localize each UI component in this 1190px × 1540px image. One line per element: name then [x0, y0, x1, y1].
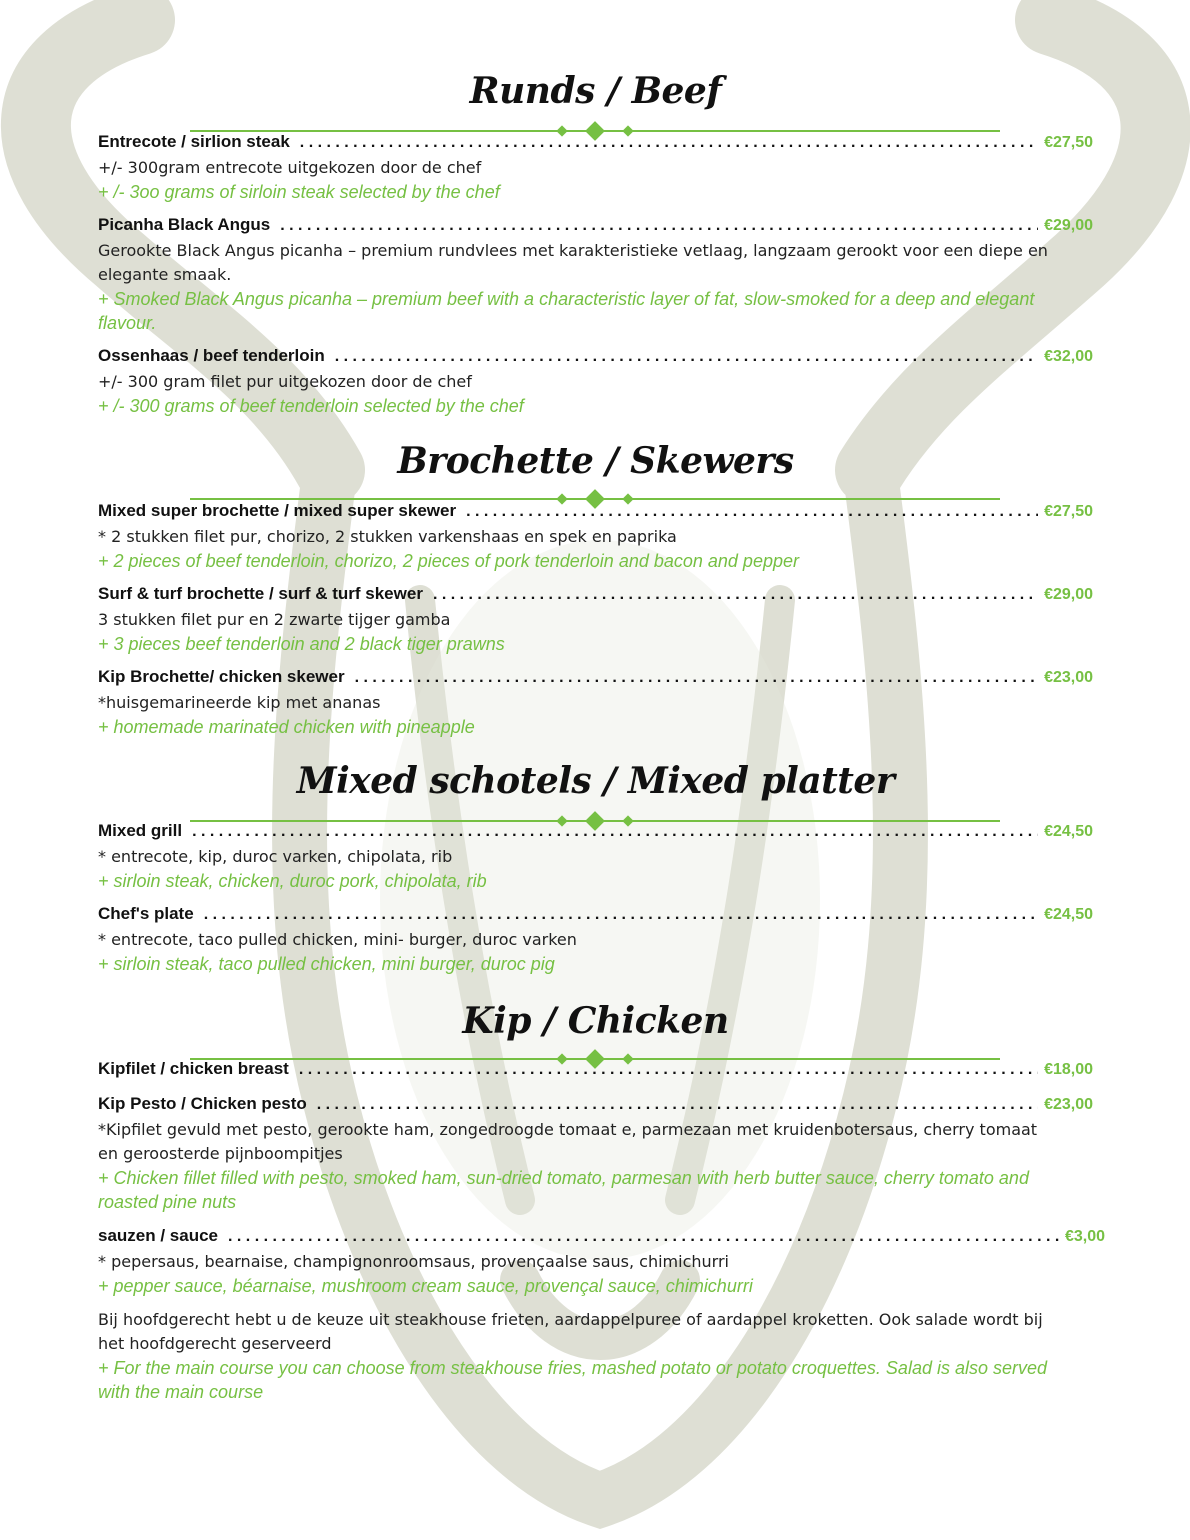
item-name: Surf & turf brochette / surf & turf skewer: [98, 584, 423, 603]
side-dish-note: [98, 1308, 1058, 1404]
item-price: €27,50: [1044, 503, 1093, 520]
item-price: €23,00: [1044, 1096, 1093, 1113]
menu-item: [98, 346, 1093, 418]
item-price: €3,00: [1064, 1228, 1105, 1245]
item-description-en: + 2 pieces of beef tenderloin, chorizo, 2 pieces of pork tenderloin and bacon and pepper: [98, 551, 799, 571]
item-description-nl: 3 stukken filet pur en 2 zwarte tijger gamba: [98, 610, 451, 629]
item-name: Picanha Black Angus: [98, 215, 271, 234]
menu-item: [98, 821, 1093, 893]
menu-item: [98, 501, 1093, 573]
item-name: Kip Brochette/ chicken skewer: [98, 667, 345, 686]
item-price: €29,00: [1044, 586, 1093, 603]
section-title: Mixed schotels / Mixed platter: [296, 760, 895, 802]
item-price: €24,50: [1044, 906, 1093, 923]
item-price: €32,00: [1044, 348, 1093, 365]
item-description-en: + sirloin steak, chicken, duroc pork, chipolata, rib: [98, 871, 487, 891]
item-name: Kipfilet / chicken breast: [98, 1059, 289, 1078]
item-price: €27,50: [1044, 134, 1093, 151]
menu-item: [98, 1094, 1093, 1214]
item-description-nl: * entrecote, kip, duroc varken, chipolata, rib: [98, 847, 453, 866]
item-description-en: + /- 3oo grams of sirloin steak selected by the chef: [98, 182, 500, 202]
menu-item: [98, 215, 1093, 335]
section-title: Kip / Chicken: [462, 1000, 729, 1042]
item-description-en: + /- 300 grams of beef tenderloin selected by the chef: [98, 396, 524, 416]
item-description-nl: Gerookte Black Angus picanha – premium rundvlees met karakteristieke vetlaag, langzaam gerookt voor een diepe en elegante smaak.: [98, 241, 1048, 284]
menu-item: [98, 1226, 1105, 1298]
item-name: Mixed grill: [98, 821, 183, 840]
menu-item: [98, 667, 1093, 739]
item-description-en: + 3 pieces beef tenderloin and 2 black tiger prawns: [98, 634, 505, 654]
item-description-nl: * pepersaus, bearnaise, champignonroomsaus, provençaalse saus, chimichurri: [98, 1252, 729, 1271]
item-name: Ossenhaas / beef tenderloin: [98, 346, 325, 365]
item-description-en: + pepper sauce, béarnaise, mushroom cream sauce, provençal sauce, chimichurri: [98, 1276, 753, 1296]
menu-item: [98, 584, 1093, 656]
item-price: €24,50: [1044, 823, 1093, 840]
menu-item: [98, 1059, 1093, 1083]
item-description-en: + homemade marinated chicken with pineapple: [98, 717, 475, 737]
item-name: Chef's plate: [98, 904, 194, 923]
item-price: €29,00: [1044, 217, 1093, 234]
item-description-nl: *huisgemarineerde kip met ananas: [98, 693, 381, 712]
item-description-en: + Chicken fillet filled with pesto, smoked ham, sun-dried tomato, parmesan with herb butter sauce, cherry tomato and roasted pine nuts: [98, 1168, 1029, 1212]
section-title: Brochette / Skewers: [397, 440, 794, 482]
item-description-nl: *Kipfilet gevuld met pesto, gerookte ham, zongedroogde tomaat e, parmezaan met kruidenbotersaus, cherry tomaat en geroosterde pijnboompitjes: [98, 1120, 1038, 1163]
item-description-nl: * entrecote, taco pulled chicken, mini- burger, duroc varken: [98, 930, 577, 949]
menu-item: [98, 904, 1093, 976]
item-price: €18,00: [1044, 1061, 1093, 1078]
item-description-nl: +/- 300gram entrecote uitgekozen door de chef: [98, 158, 482, 177]
item-price: €23,00: [1044, 669, 1093, 686]
item-description-en: + Smoked Black Angus picanha – premium beef with a characteristic layer of fat, slow-smoked for a deep and elegant flavour.: [98, 289, 1035, 333]
item-name: sauzen / sauce: [98, 1226, 219, 1245]
menu-item: [98, 132, 1093, 204]
item-description-nl: * 2 stukken filet pur, chorizo, 2 stukken varkenshaas en spek en paprika: [98, 527, 677, 546]
note-en: + For the main course you can choose from steakhouse fries, mashed potato or potato croquettes. Salad is also served with the main course: [98, 1358, 1048, 1402]
section-title: Runds / Beef: [469, 70, 722, 112]
note-nl: Bij hoofdgerecht hebt u de keuze uit steakhouse frieten, aardappelpuree of aardappel kroketten. Ook salade wordt bij het hoofdgerecht geserveerd: [98, 1310, 1043, 1353]
item-description-nl: +/- 300 gram filet pur uitgekozen door de chef: [98, 372, 472, 391]
item-name: Mixed super brochette / mixed super skewer: [98, 501, 457, 520]
item-name: Kip Pesto / Chicken pesto: [98, 1094, 307, 1113]
item-description-en: + sirloin steak, taco pulled chicken, mini burger, duroc pig: [98, 954, 555, 974]
item-name: Entrecote / sirlion steak: [98, 132, 290, 151]
